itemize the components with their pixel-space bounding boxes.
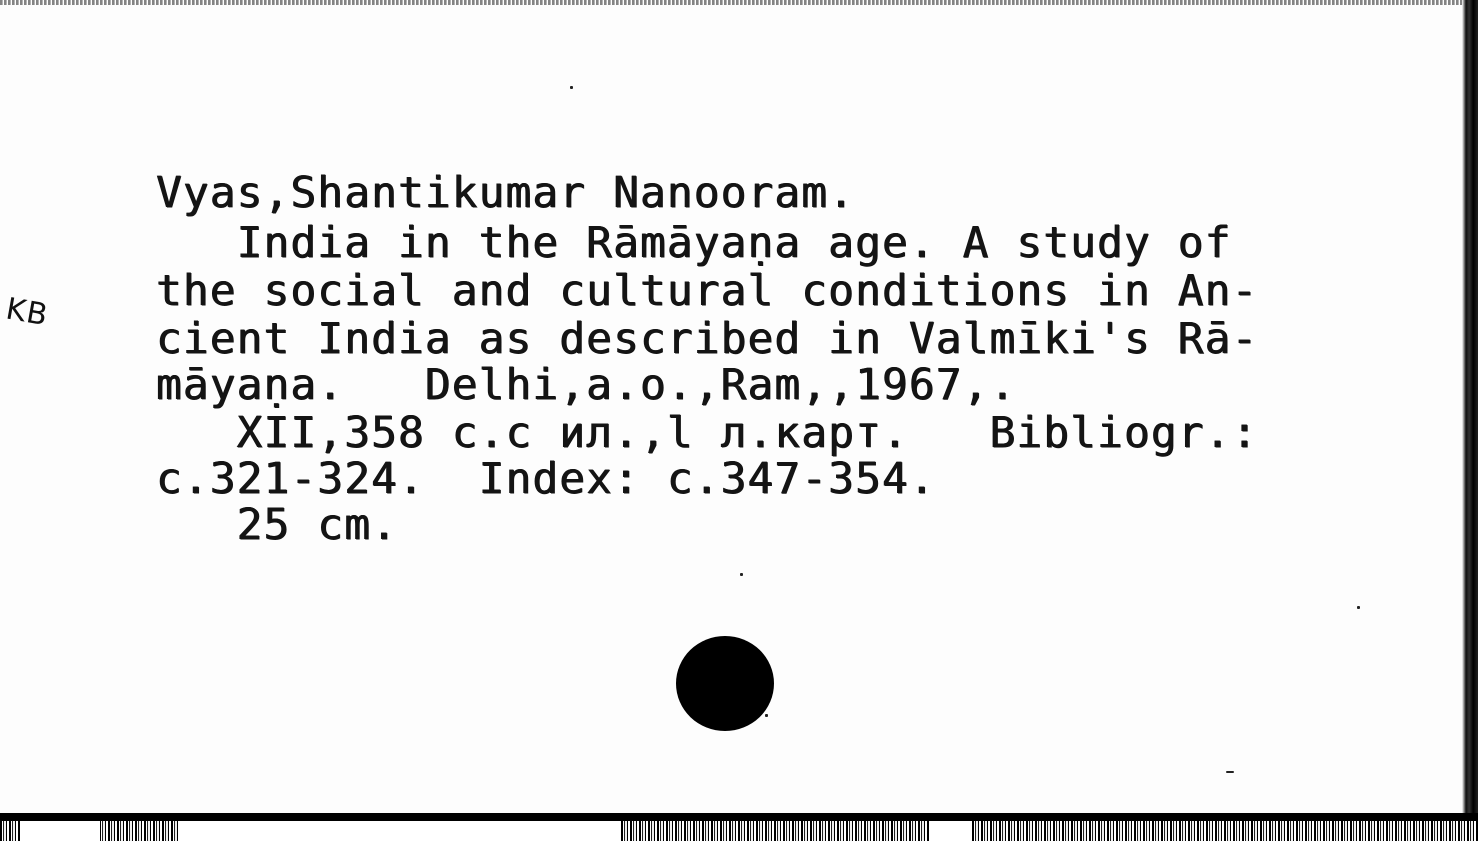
collation-line: XII,358 c.c ил.,l л.карт. Bibliogr.: — [156, 408, 1259, 458]
speck — [765, 714, 768, 717]
speck — [1226, 771, 1234, 773]
title-line-2: the social and cultural conditions in An- — [156, 266, 1259, 316]
card-top-edge — [0, 0, 1478, 5]
speck — [740, 573, 743, 576]
author-heading: Vyas,Shantikumar Nanooram. — [156, 168, 856, 218]
handwritten-margin-note: KB — [3, 291, 51, 334]
card-right-edge — [1462, 0, 1478, 841]
imprint-line: māyaṇa. Delhi,a.o.,Ram,,1967,. — [156, 360, 1017, 410]
notes-line: c.321-324. Index: c.347-354. — [156, 454, 936, 504]
size-line: 25 cm. — [156, 500, 398, 550]
scan-strip-gap — [180, 821, 620, 841]
scan-bottom-edge — [0, 813, 1478, 821]
scan-strip-gap — [930, 821, 970, 841]
speck — [1357, 606, 1360, 609]
title-line-1: India in the Rāmāyaṇa age. A study of — [156, 218, 1232, 268]
scan-strip-gap — [20, 821, 100, 841]
title-line-3: cient India as described in Valmīki's Rā- — [156, 314, 1259, 364]
punch-hole — [676, 636, 774, 731]
speck — [570, 86, 573, 89]
